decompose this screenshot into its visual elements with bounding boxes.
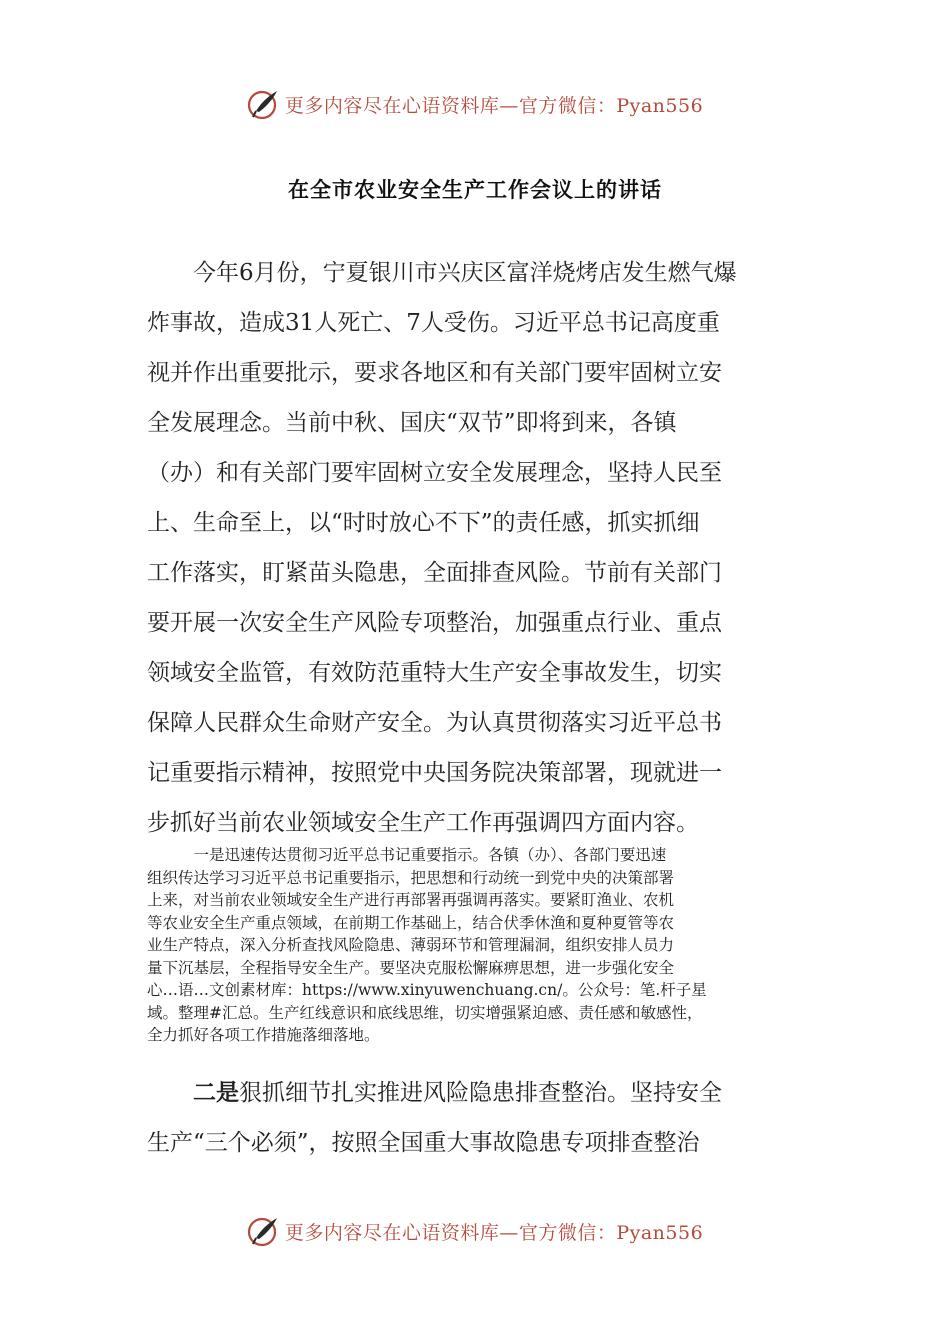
quill-pen-logo-icon [247,87,281,121]
text-line: 视并作出重要批示，要求各地区和有关部门要牢固树立安 [147,360,722,386]
paragraph-point-two [147,1068,807,1168]
document-title: 在全市农业安全生产工作会议上的讲话 [288,178,662,202]
text-line [147,1068,807,1118]
quill-pen-logo-icon [247,1214,281,1248]
text-line: 要开展一次安全生产风险专项整治，加强重点行业、重点 [147,610,722,636]
text-line: 量下沉基层，全程指导安全生产。要坚决克服松懈麻痹思想，进一步强化安全 [147,958,675,977]
header-banner [0,84,950,124]
text-line: 工作落实，盯紧苗头隐患，全面排查风险。节前有关部门 [147,560,722,586]
text-line: 记重要指示精神，按照党中央国务院决策部署，现就进一 [147,760,722,786]
indent [147,1080,193,1106]
paragraph-point-one [147,844,827,1047]
text-line: 等农业安全生产重点领域，在前期工作基础上，结合伏季休渔和夏种夏管等农 [147,913,675,932]
text-line: 心…语…文创素材库：https://www.xinyuwenchuang.cn/。公众号：笔.杆子星 [147,981,707,999]
point-lead: 二是 [193,1079,239,1106]
footer-banner [0,1211,950,1251]
line-text: 狠抓细节扎实推进风险隐患排查整治。坚持安全 [239,1080,722,1106]
text-line: 领域安全监管，有效防范重特大生产安全事故发生，切实 [147,660,722,686]
text-line: 保障人民群众生命财产安全。为认真贯彻落实习近平总书 [147,710,722,736]
text-line: 全力抓好各项工作措施落细落地。 [147,1026,380,1044]
text-line: 上来，对当前农业领域安全生产进行再部署再强调再落实。要紧盯渔业、农机 [147,891,675,909]
text-line: 生产“三个必须”，按照全国重大事故隐患专项排查整治 [147,1130,700,1156]
text-line: 步抓好当前农业领域安全生产工作再强调四方面内容。 [147,810,699,836]
text-line: （办）和有关部门要牢固树立安全发展理念，坚持人民至 [147,460,722,486]
banner-text: 更多内容尽在心语资料库—官方微信：Pyan556 [284,1221,704,1244]
text-line: 今年6月份，宁夏银川市兴庆区富洋烧烤店发生燃气爆 [147,260,737,286]
text-line: 业生产特点，深入分析查找风险隐患、薄弱环节和管理漏洞，组织安排人员力 [147,936,675,954]
banner-text: 更多内容尽在心语资料库—官方微信：Pyan556 [284,94,704,117]
text-line: 一是迅速传达贯彻习近平总书记重要指示。各镇（办）、各部门要迅速 [147,846,667,864]
paragraph-intro [147,248,807,848]
text-line: 炸事故，造成31人死亡、7人受伤。习近平总书记高度重 [147,310,720,336]
text-line: 域。整理#汇总。生产红线意识和底线思维，切实增强紧迫感、责任感和敏感性， [147,1003,703,1022]
text-line: 全发展理念。当前中秋、国庆“双节”即将到来，各镇 [147,410,677,436]
text-line: 组织传达学习习近平总书记重要指示，把思想和行动统一到党中央的决策部署 [147,868,675,887]
text-line: 上、生命至上，以“时时放心不下”的责任感，抓实抓细 [147,510,700,536]
